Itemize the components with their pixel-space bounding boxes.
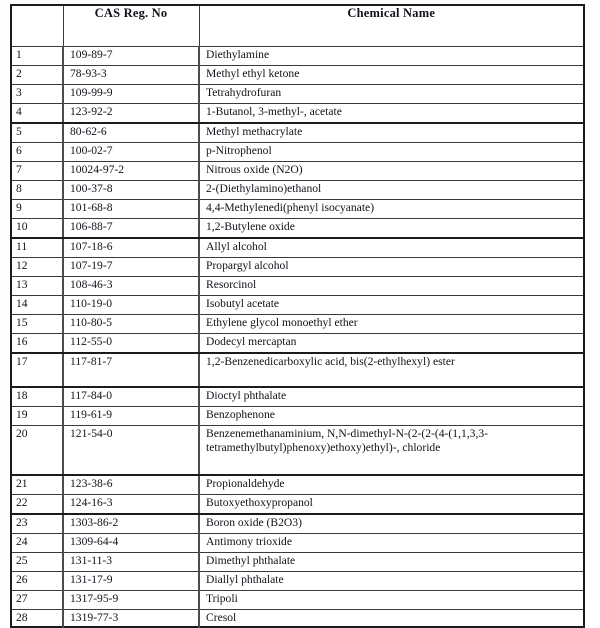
cell-row-number: 2 (11, 66, 63, 85)
table-row (11, 514, 584, 534)
table-row (11, 495, 584, 515)
cell-cas-number: 123-92-2 (63, 104, 199, 124)
cell-chemical-name: Diallyl phthalate (199, 572, 584, 591)
table-row (11, 219, 584, 239)
table-row (11, 47, 584, 66)
cell-chemical-name: Resorcinol (199, 277, 584, 296)
cell-chemical-name: p-Nitrophenol (199, 143, 584, 162)
cell-row-number: 6 (11, 143, 63, 162)
table-row (11, 407, 584, 426)
table-row (11, 387, 584, 407)
table-row (11, 591, 584, 610)
cell-chemical-name: Tetrahydrofuran (199, 85, 584, 104)
table-row (11, 572, 584, 591)
cell-row-number: 27 (11, 591, 63, 610)
chemical-table (10, 4, 585, 628)
cell-row-number: 26 (11, 572, 63, 591)
cell-chemical-name: Isobutyl acetate (199, 296, 584, 315)
cell-chemical-name: Butoxyethoxypropanol (199, 495, 584, 515)
cell-chemical-name: Propionaldehyde (199, 475, 584, 495)
cell-chemical-name: Diethylamine (199, 47, 584, 66)
cell-cas-number: 101-68-8 (63, 200, 199, 219)
cell-row-number: 16 (11, 334, 63, 354)
cell-cas-number: 109-89-7 (63, 47, 199, 66)
cell-cas-number: 131-17-9 (63, 572, 199, 591)
cell-cas-number: 100-37-8 (63, 181, 199, 200)
cell-row-number: 5 (11, 123, 63, 143)
table-row (11, 277, 584, 296)
table-row (11, 238, 584, 258)
header-row (11, 5, 584, 47)
cell-cas-number: 107-19-7 (63, 258, 199, 277)
cell-row-number: 19 (11, 407, 63, 426)
cell-row-number: 11 (11, 238, 63, 258)
cell-row-number: 18 (11, 387, 63, 407)
cell-cas-number: 123-38-6 (63, 475, 199, 495)
table-row (11, 534, 584, 553)
table-row (11, 475, 584, 495)
cell-cas-number: 112-55-0 (63, 334, 199, 354)
cell-row-number: 1 (11, 47, 63, 66)
cell-cas-number: 1309-64-4 (63, 534, 199, 553)
cell-row-number: 7 (11, 162, 63, 181)
cell-chemical-name: Tripoli (199, 591, 584, 610)
cell-row-number: 14 (11, 296, 63, 315)
table-row (11, 85, 584, 104)
cell-chemical-name: 1,2-Butylene oxide (199, 219, 584, 239)
cell-row-number: 10 (11, 219, 63, 239)
table-row (11, 143, 584, 162)
cell-cas-number: 109-99-9 (63, 85, 199, 104)
table-row (11, 610, 584, 628)
cell-chemical-name: Cresol (199, 610, 584, 628)
table-row (11, 104, 584, 124)
table-row (11, 123, 584, 143)
table-row (11, 296, 584, 315)
cell-cas-number: 1317-95-9 (63, 591, 199, 610)
column-header-number (11, 5, 63, 47)
table-row (11, 553, 584, 572)
cell-cas-number: 1319-77-3 (63, 610, 199, 628)
cell-chemical-name: 1-Butanol, 3-methyl-, acetate (199, 104, 584, 124)
cell-chemical-name: Boron oxide (B2O3) (199, 514, 584, 534)
cell-chemical-name: Propargyl alcohol (199, 258, 584, 277)
chemical-table-container (10, 4, 583, 628)
cell-cas-number: 78-93-3 (63, 66, 199, 85)
cell-chemical-name: Methyl ethyl ketone (199, 66, 584, 85)
cell-chemical-name: Allyl alcohol (199, 238, 584, 258)
cell-cas-number: 124-16-3 (63, 495, 199, 515)
cell-chemical-name: Antimony trioxide (199, 534, 584, 553)
cell-row-number: 15 (11, 315, 63, 334)
table-row (11, 334, 584, 354)
cell-row-number: 12 (11, 258, 63, 277)
cell-row-number: 8 (11, 181, 63, 200)
table-body (11, 47, 584, 628)
cell-cas-number: 131-11-3 (63, 553, 199, 572)
cell-row-number: 28 (11, 610, 63, 628)
cell-cas-number: 106-88-7 (63, 219, 199, 239)
cell-cas-number: 117-84-0 (63, 387, 199, 407)
table-row (11, 200, 584, 219)
cell-cas-number: 117-81-7 (63, 353, 199, 387)
cell-chemical-name: Benzenemethanaminium, N,N-dimethyl-N-(2-(2-(4-(1,1,3,3-tetramethylbutyl)phenoxy)ethoxy)ethyl)-, chloride (199, 426, 584, 476)
cell-chemical-name: Dimethyl phthalate (199, 553, 584, 572)
cell-row-number: 17 (11, 353, 63, 387)
cell-chemical-name: 2-(Diethylamino)ethanol (199, 181, 584, 200)
table-row (11, 315, 584, 334)
cell-cas-number: 108-46-3 (63, 277, 199, 296)
cell-chemical-name: Dioctyl phthalate (199, 387, 584, 407)
cell-cas-number: 10024-97-2 (63, 162, 199, 181)
cell-row-number: 24 (11, 534, 63, 553)
cell-chemical-name: Methyl methacrylate (199, 123, 584, 143)
column-header-chemical-name: Chemical Name (199, 5, 584, 47)
cell-chemical-name: Ethylene glycol monoethyl ether (199, 315, 584, 334)
cell-chemical-name: 4,4-Methylenedi(phenyl isocyanate) (199, 200, 584, 219)
table-row (11, 258, 584, 277)
cell-cas-number: 107-18-6 (63, 238, 199, 258)
cell-row-number: 21 (11, 475, 63, 495)
table-header (11, 5, 584, 47)
cell-cas-number: 1303-86-2 (63, 514, 199, 534)
cell-cas-number: 110-19-0 (63, 296, 199, 315)
cell-chemical-name: Benzophenone (199, 407, 584, 426)
cell-cas-number: 119-61-9 (63, 407, 199, 426)
table-row (11, 181, 584, 200)
cell-row-number: 4 (11, 104, 63, 124)
cell-row-number: 23 (11, 514, 63, 534)
column-header-cas: CAS Reg. No (63, 5, 199, 47)
cell-cas-number: 80-62-6 (63, 123, 199, 143)
table-row (11, 66, 584, 85)
cell-cas-number: 110-80-5 (63, 315, 199, 334)
table-row (11, 162, 584, 181)
table-row (11, 353, 584, 387)
cell-chemical-name: 1,2-Benzenedicarboxylic acid, bis(2-ethylhexyl) ester (199, 353, 584, 387)
cell-cas-number: 100-02-7 (63, 143, 199, 162)
cell-cas-number: 121-54-0 (63, 426, 199, 476)
table-row (11, 426, 584, 476)
cell-row-number: 9 (11, 200, 63, 219)
cell-row-number: 20 (11, 426, 63, 476)
cell-chemical-name: Dodecyl mercaptan (199, 334, 584, 354)
cell-row-number: 13 (11, 277, 63, 296)
cell-chemical-name: Nitrous oxide (N2O) (199, 162, 584, 181)
cell-row-number: 3 (11, 85, 63, 104)
cell-row-number: 25 (11, 553, 63, 572)
cell-row-number: 22 (11, 495, 63, 515)
